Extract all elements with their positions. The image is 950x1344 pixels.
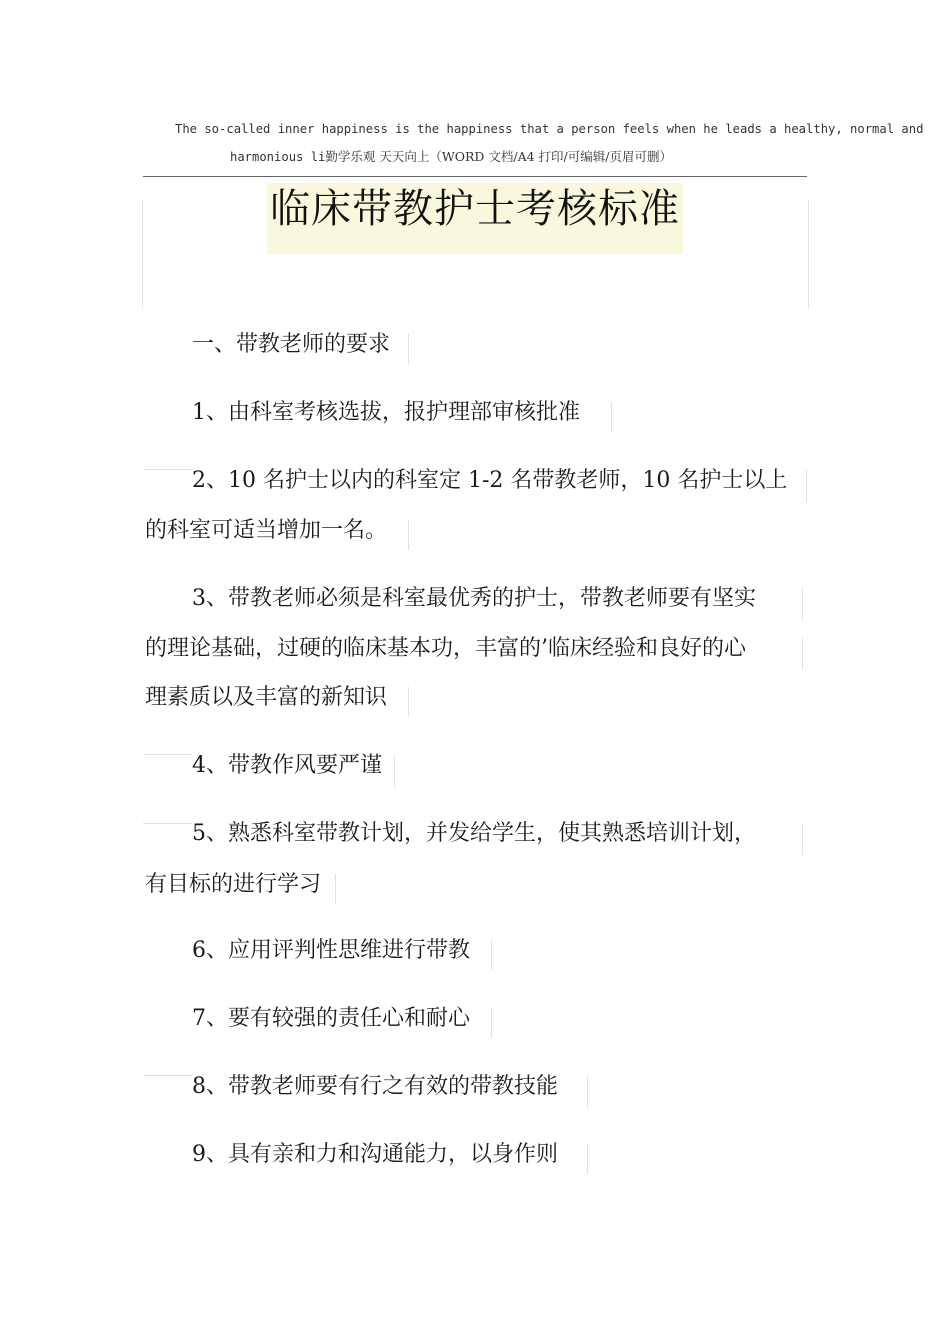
guide-line xyxy=(802,823,803,855)
list-item-line: 的理论基础，过硬的临床基本功，丰富的’临床经验和良好的心 xyxy=(145,636,746,661)
list-item-line: 2、10 名护士以内的科室定 1-2 名带教老师，10 名护士以上 xyxy=(192,468,788,493)
guide-line xyxy=(587,1076,588,1108)
list-item-line: 9、具有亲和力和沟通能力，以身作则 xyxy=(192,1142,558,1167)
section-heading: 一、带教老师的要求 xyxy=(192,332,391,357)
guide-line xyxy=(491,1008,492,1038)
list-item-line: 理素质以及丰富的新知识 xyxy=(145,685,388,710)
guide-line xyxy=(808,200,809,308)
list-item-line: 7、要有较强的责任心和耐心 xyxy=(192,1006,470,1031)
document-title: 临床带教护士考核标准 xyxy=(270,186,680,232)
guide-line xyxy=(408,520,409,550)
guide-line xyxy=(143,823,192,824)
guide-line xyxy=(335,874,336,904)
guide-line xyxy=(802,588,803,620)
guide-line xyxy=(394,755,395,787)
header-rule xyxy=(143,176,807,177)
list-item-line: 有目标的进行学习 xyxy=(145,872,322,897)
list-item-line: 3、带教老师必须是科室最优秀的护士，带教老师要有坚实 xyxy=(192,586,756,611)
guide-line xyxy=(408,334,409,364)
guide-line xyxy=(806,470,807,502)
header-english-line: The so-called inner happiness is the happiness that a person feels when he leads a healthy, normal and xyxy=(175,122,924,136)
list-item-line: 4、带教作风要严谨 xyxy=(192,753,382,778)
guide-line xyxy=(142,200,143,308)
list-item-line: 1、由科室考核选拔，报护理部审核批准 xyxy=(192,400,580,425)
guide-line xyxy=(491,940,492,970)
header-chinese-text: 勤学乐观 天天向上（WORD 文档/A4 打印/可编辑/页眉可删） xyxy=(325,149,672,164)
list-item-line: 的科室可适当增加一名。 xyxy=(145,518,388,543)
guide-line xyxy=(611,402,612,432)
guide-line xyxy=(143,469,192,470)
list-item-line: 8、带教老师要有行之有效的带教技能 xyxy=(192,1074,558,1099)
header-second-line xyxy=(230,147,672,165)
header-english-continuation: harmonious li xyxy=(230,150,326,164)
guide-line xyxy=(587,1144,588,1174)
list-item-line: 6、应用评判性思维进行带教 xyxy=(192,938,470,963)
guide-line xyxy=(408,687,409,717)
list-item-line: 5、熟悉科室带教计划，并发给学生，使其熟悉培训计划， xyxy=(192,821,756,846)
guide-line xyxy=(802,638,803,670)
guide-line xyxy=(143,754,192,755)
guide-line xyxy=(143,1075,192,1076)
